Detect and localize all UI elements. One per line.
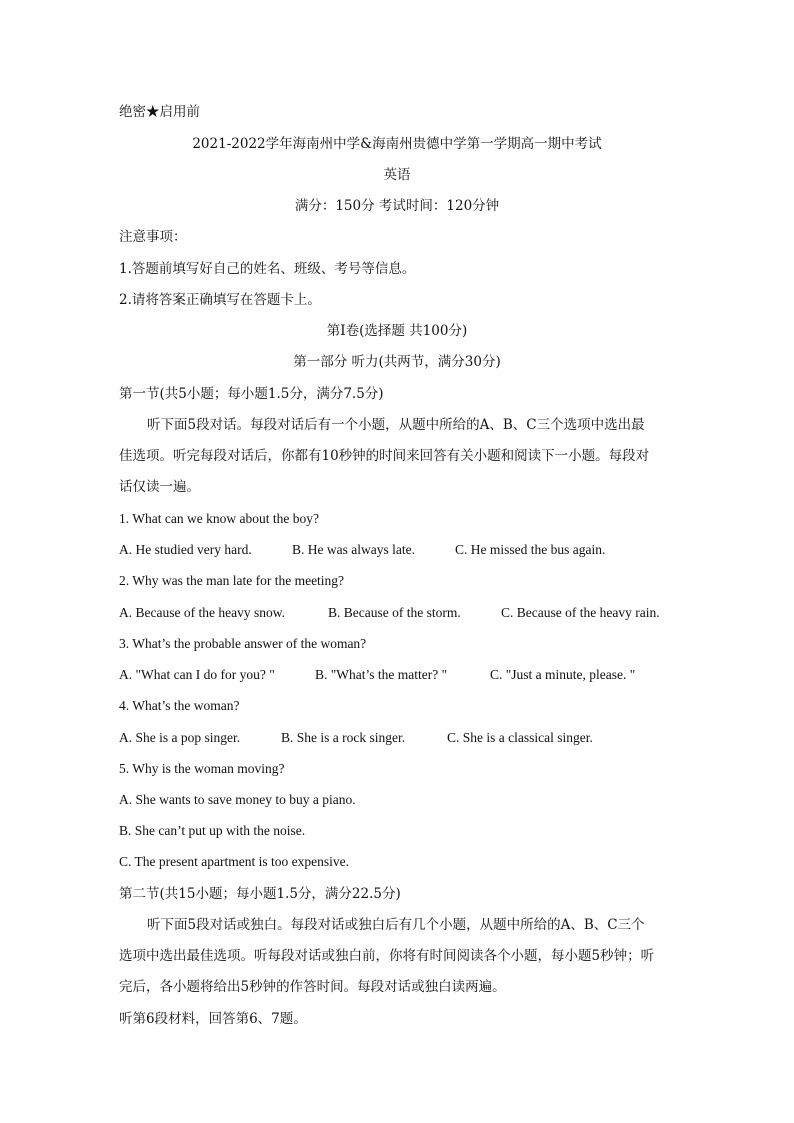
option-b: B. Because of the storm. xyxy=(328,605,461,620)
option-c: C. She is a classical singer. xyxy=(447,730,593,745)
option-b: B. She is a rock singer. xyxy=(281,730,406,745)
section1-heading: 第一节(共5小题；每小题1.5分，满分7.5分) xyxy=(119,386,384,402)
option-a: A. She is a pop singer. xyxy=(119,730,241,745)
section2-instruction: 选项中选出最佳选项。听每段对话或独白前，你将有时间阅读各个小题，每小题5秒钟；听 xyxy=(119,948,655,964)
subject-title: 英语 xyxy=(383,167,411,183)
section2-heading: 第二节(共15小题；每小题1.5分，满分22.5分) xyxy=(119,886,401,902)
question-stem: 5. Why is the woman moving? xyxy=(119,761,285,776)
option-c: C. Because of the heavy rain. xyxy=(501,605,660,620)
notes-item: 2.请将答案正确填写在答题卡上。 xyxy=(119,292,321,308)
option-a: A. "What can I do for you? " xyxy=(119,667,275,682)
exam-title: 2021-2022学年海南州中学&海南州贵德中学第一学期高一期中考试 xyxy=(192,136,602,152)
section1-instruction: 佳选项。听完每段对话后，你都有10秒钟的时间来回答有关小题和阅读下一小题。每段对 xyxy=(119,448,650,464)
secret-mark: 绝密★启用前 xyxy=(119,104,200,120)
section2-instruction: 完后，各小题将给出5秒钟的作答时间。每段对话或独白读两遍。 xyxy=(119,979,506,995)
question-stem: 2. Why was the man late for the meeting? xyxy=(119,573,345,588)
option-c: C. "Just a minute, please. " xyxy=(490,667,636,682)
option-a: A. Because of the heavy snow. xyxy=(119,605,285,620)
section1-instruction: 听下面5段对话。每段对话后有一个小题，从题中所给的A、B、C三个选项中选出最 xyxy=(147,417,645,433)
notes-heading: 注意事项： xyxy=(119,229,187,245)
next-material-note: 听第6段材料，回答第6、7题。 xyxy=(119,1011,307,1027)
option-b: B. "What’s the matter? " xyxy=(315,667,448,682)
option-a: A. She wants to save money to buy a piano. xyxy=(119,792,356,807)
option-a: A. He studied very hard. xyxy=(119,542,252,557)
option-b: B. He was always late. xyxy=(292,542,415,557)
notes-item: 1.答题前填写好自己的姓名、班级、考号等信息。 xyxy=(119,261,416,277)
question-stem: 4. What’s the woman? xyxy=(119,698,240,713)
option-c: C. He missed the bus again. xyxy=(455,542,606,557)
question-stem: 1. What can we know about the boy? xyxy=(119,511,319,526)
option-c: C. The present apartment is too expensive. xyxy=(119,854,349,869)
score-and-time: 满分：150分 考试时间：120分钟 xyxy=(294,198,500,214)
volume-title: 第I卷(选择题 共100分) xyxy=(326,323,468,339)
section1-instruction: 话仅读一遍。 xyxy=(119,479,200,495)
section2-instruction: 听下面5段对话或独白。每段对话或独白后有几个小题，从题中所给的A、B、C三个 xyxy=(147,917,645,933)
question-stem: 3. What’s the probable answer of the woman? xyxy=(119,636,367,651)
option-b: B. She can’t put up with the noise. xyxy=(119,823,306,838)
part-title: 第一部分 听力(共两节，满分30分) xyxy=(293,354,501,370)
